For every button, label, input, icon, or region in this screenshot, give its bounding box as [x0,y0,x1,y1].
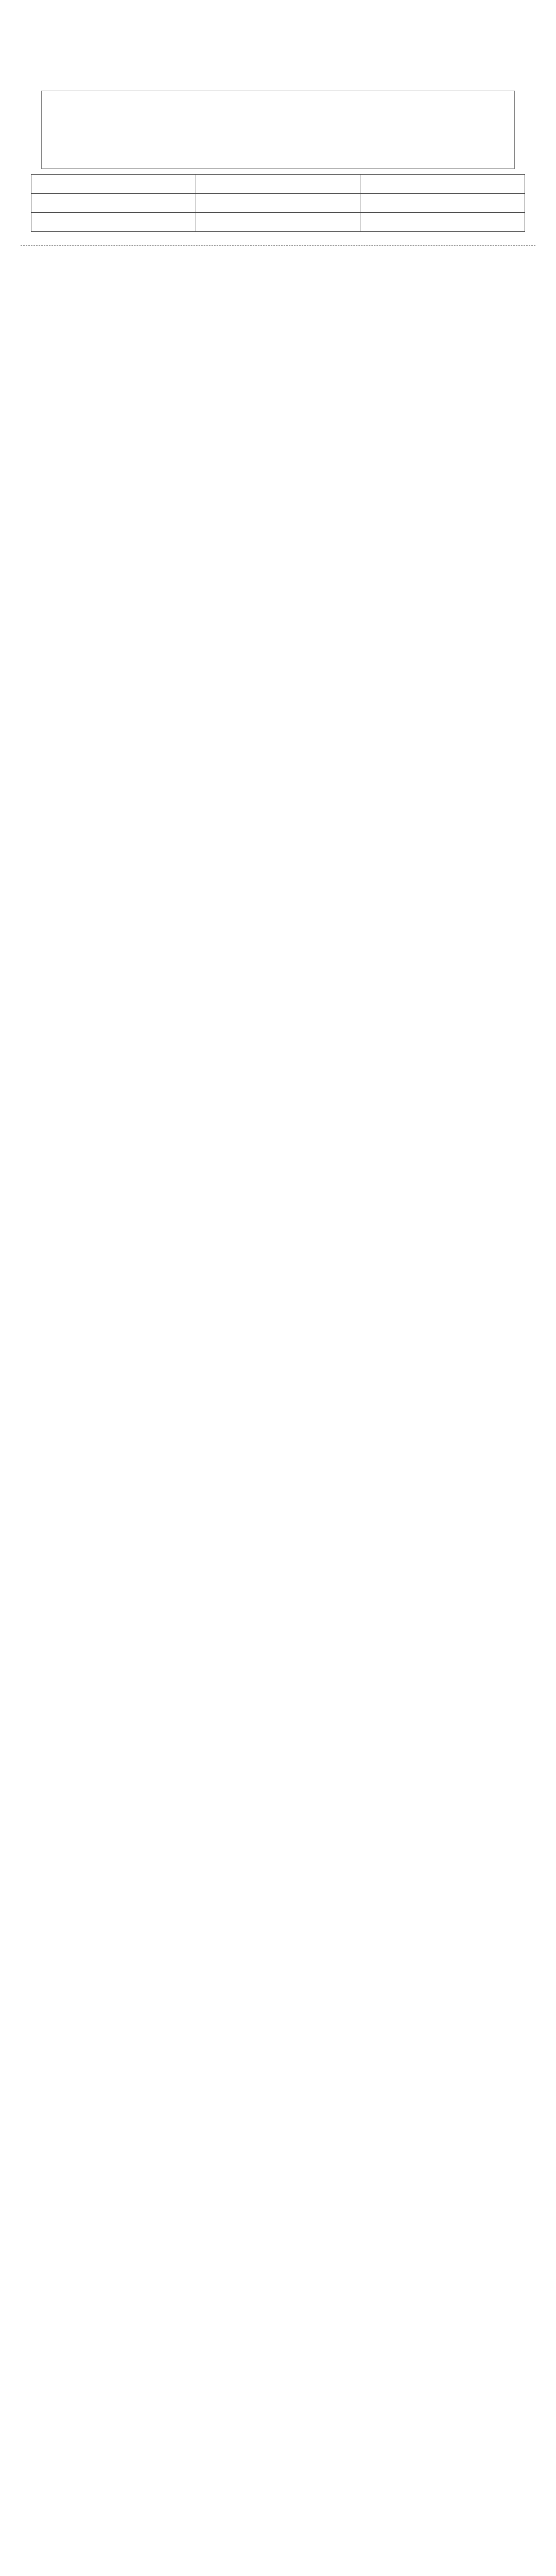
figure-placeholder [41,91,515,169]
notice-item [21,66,535,81]
data-table [31,174,525,232]
notice-item [21,50,535,66]
notice-item [21,35,535,50]
page-divider [21,245,535,246]
